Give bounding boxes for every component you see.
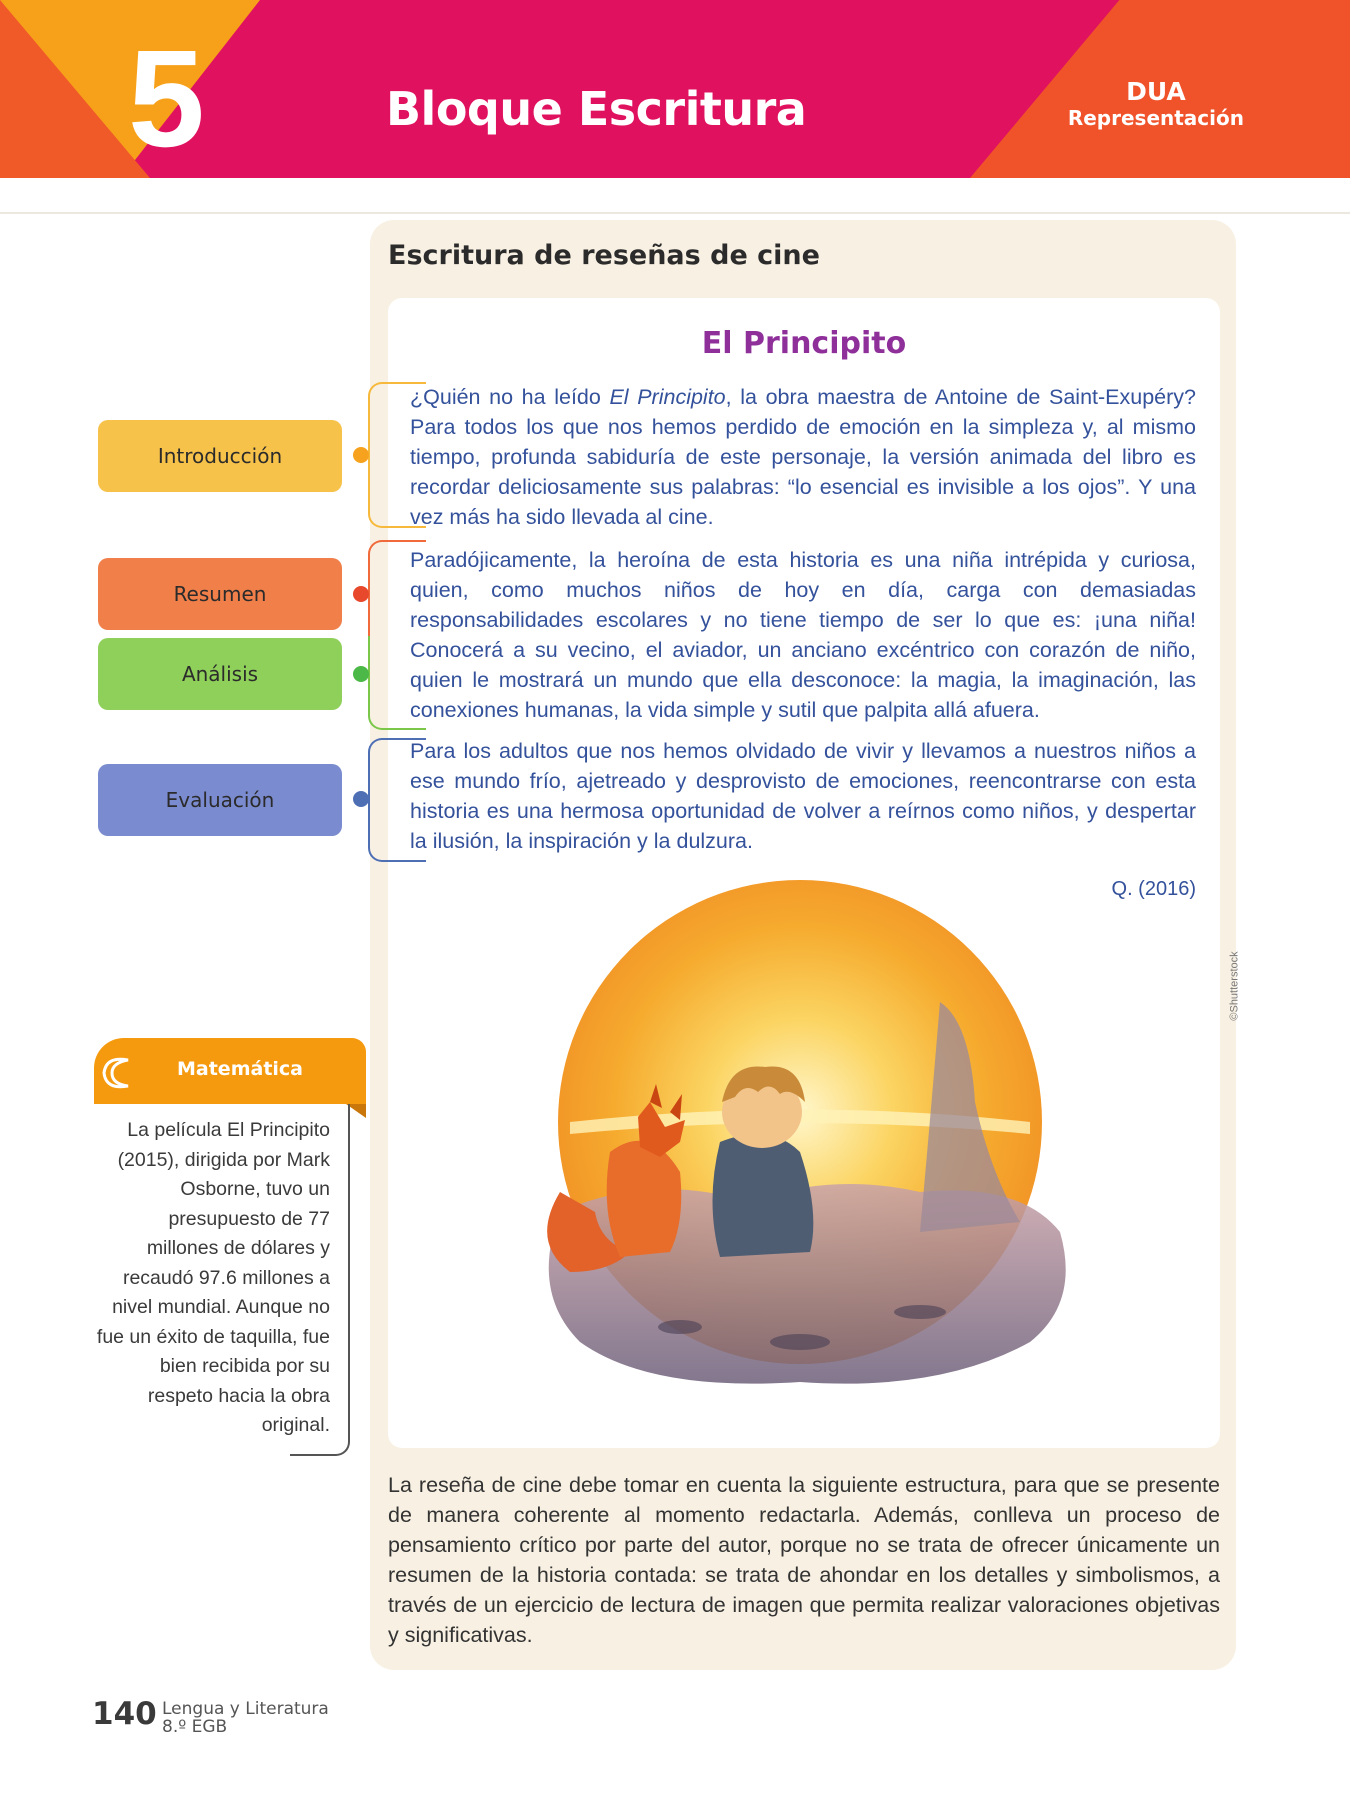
review-paragraph-summary: Paradójicamente, la heroína de esta historia es una niña intrépida y curiosa, quien, como muchos niños de hoy en día, carga con demasiadas responsabilidades escolares y no tiene tiempo de ser lo que es: ¡una niña! Conocerá a su vecino, el aviador, un anciano excéntrico con corazón de niño, quien le mostrará un mundo que ella desconoce: la magia, la imaginación, las conexiones humanas, la vida simple y sutil que palpita allá afuera.: [410, 548, 1196, 722]
dua-label: [1068, 78, 1244, 130]
review-paragraph-intro: [410, 382, 1196, 532]
tag-introduccion: Introducción: [98, 420, 342, 492]
chapter-number: 5: [128, 22, 205, 176]
summary-dot: [353, 586, 369, 602]
math-spiral-icon: [100, 1054, 134, 1092]
tag-evaluacion: Evaluación: [98, 764, 342, 836]
footer-grade: 8.º EGB: [162, 1717, 228, 1737]
analysis-dot: [353, 666, 369, 682]
page-number: 140: [92, 1696, 157, 1732]
footer-subject: Lengua y Literatura: [162, 1699, 329, 1719]
review-paragraph-evaluation: Para los adultos que nos hemos olvidado de vivir y llevamos a nuestros niños a ese mundo frío, ajetreado y desprovisto de emociones, reencontrarse con esta historia es una hermosa oportunidad de volver a reírnos como niños, y despertar la ilusión, la inspiración y la dulzura.: [410, 739, 1196, 853]
structure-explanation: La reseña de cine debe tomar en cuenta la siguiente estructura, para que se presente de manera coherente al momento redactarla. Además, conlleva un proceso de pensamiento crítico por parte del autor, porque no se trata de ofrecer únicamente un resumen de la historia contada: se trata de ahondar en los detalles y simbolismos, a través de un ejercicio de lectura de imagen que permita realizar valoraciones objetivas y significativas.: [388, 1473, 1220, 1647]
block-title: Bloque Escritura: [386, 82, 807, 136]
little-prince-illustration: [500, 872, 1100, 1432]
review-title: El Principito: [701, 326, 907, 361]
intro-text-end: , la obra maestra de Antoine de Saint-Exupéry? Para todos los que nos hemos perdido de emoción en la simpleza y, al mismo tiempo, profunda sabiduría de este personaje, la versión animada del libro es recordar deliciosamente sus palabras: “lo esencial es invisible a los ojos”. Y una vez más ha sido llevada al cine.: [410, 385, 1196, 529]
footer-book-info: [162, 1700, 329, 1736]
image-credit-text: ©Shutterstock: [1228, 951, 1241, 1021]
dua-subtitle: Representación: [1067, 106, 1244, 130]
image-credit: [1228, 940, 1260, 1040]
intro-dot: [353, 447, 369, 463]
summary-bracket: [368, 540, 426, 636]
tag-resumen: Resumen: [98, 558, 342, 630]
book-title-italic: El Principito: [609, 385, 726, 409]
dua-title: DUA: [1126, 77, 1186, 106]
evaluation-dot: [353, 791, 369, 807]
math-box-text: La película El Principito (2015), dirigida por Mark Osborne, tuvo un presupuesto de 77 millones de dólares y recaudó 97.6 millones a nivel mundial. Aunque no fue un éxito de taquilla, fue bien recibida por su respeto hacia la obra original.: [96, 1119, 330, 1436]
evaluation-bracket: [368, 738, 426, 862]
section-title: Escritura de reseñas de cine: [388, 240, 820, 271]
math-box-title: Matemática: [177, 1058, 303, 1080]
review-citation: Q. (2016): [1111, 878, 1196, 900]
little-prince: [713, 1066, 814, 1257]
tag-analisis: Análisis: [98, 638, 342, 710]
analysis-bracket: [368, 636, 426, 730]
header-divider: [0, 212, 1350, 214]
intro-bracket: [368, 382, 426, 528]
intro-text-start: ¿Quién no ha leído: [410, 385, 610, 409]
chapter-header: [0, 0, 1350, 178]
